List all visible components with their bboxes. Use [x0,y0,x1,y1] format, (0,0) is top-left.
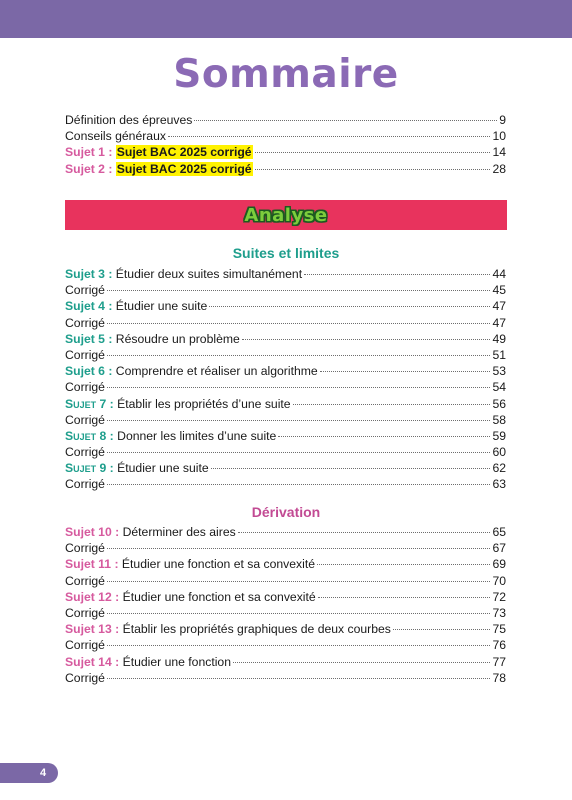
leader-dots [107,484,490,485]
toc-label: Étudier deux suites simultanément [115,267,303,281]
toc-label: Conseils généraux [65,129,166,144]
toc-page: 49 [492,331,506,346]
page-number-tab [0,763,58,783]
toc-row-corrige[interactable] [65,540,506,556]
leader-dots [107,355,490,356]
leader-dots [238,532,491,533]
toc-row-sujet-11[interactable] [65,556,506,572]
toc-label: Déterminer des aires [122,525,236,539]
leader-dots [168,136,490,137]
toc-label: Étudier une fonction et sa convexité [121,557,315,572]
toc-page: 56 [492,396,506,411]
top-color-band [0,0,572,38]
toc-label: Établir les propriétés graphiques de deux courbes [122,622,391,637]
toc-row-definition[interactable] [65,112,506,128]
toc-page: 70 [492,573,506,588]
toc-row-corrige[interactable] [65,379,506,395]
toc-page: 73 [492,605,506,620]
leader-dots [107,420,490,421]
toc-intro [65,112,506,177]
toc-label: Corrigé [65,477,105,492]
leader-dots [393,629,491,630]
toc-page: 44 [492,267,506,281]
toc-row-sujet-5[interactable] [65,331,506,347]
toc-label: Corrigé [65,445,105,460]
leader-dots [211,468,491,469]
toc-page: 77 [492,654,506,669]
toc-row-sujet-8[interactable] [65,428,506,444]
toc-label: Corrigé [65,412,105,427]
toc-label-highlighted: Sujet BAC 2025 corrigé [116,161,252,176]
toc-page: 67 [492,541,506,556]
toc-label: Corrigé [65,541,105,556]
leader-dots [107,452,490,453]
page-number: 4 [40,767,47,779]
leader-dots [233,662,490,663]
sujet-number: Sujet 3 : [65,267,116,281]
toc-row-corrige[interactable] [65,444,506,460]
leader-dots [255,169,491,170]
toc-label: Étudier une suite [117,461,209,476]
toc-page: 65 [492,525,506,539]
toc-label-highlighted: Sujet BAC 2025 corrigé [116,145,252,160]
sujet-number: Sujet 12 : [65,589,123,604]
toc-label: Corrigé [65,380,105,395]
toc-page: 28 [492,161,506,176]
leader-dots [318,597,491,598]
toc-row-corrige[interactable] [65,573,506,589]
sujet-number: Sujet 7 : [65,396,118,411]
toc-row-sujet-10[interactable] [65,524,506,540]
sujet-number: Sujet 6 : [65,364,116,379]
toc-row-corrige[interactable] [65,637,506,653]
toc-page: 53 [492,364,506,379]
toc-page: 62 [492,461,506,476]
toc-page: 9 [499,113,506,127]
toc-page: 58 [492,412,506,427]
leader-dots [107,290,490,291]
toc-row-corrige[interactable] [65,605,506,621]
toc-label: Corrigé [65,347,105,362]
toc-row-sujet-13[interactable] [65,621,506,637]
section-heading-suites: Suites et limites [232,245,340,261]
toc-page: 69 [492,557,506,572]
toc-page: 47 [492,315,506,330]
page-title: Sommaire [173,52,399,97]
leader-dots [107,645,490,646]
toc-page: 59 [492,428,506,443]
leader-dots [107,613,490,614]
leader-dots [107,387,490,388]
leader-dots [320,371,491,372]
sujet-number: Sujet 4 : [65,299,116,314]
section-banner [65,200,507,230]
toc-row-sujet-3[interactable] [65,266,506,282]
toc-label: Étudier une suite [115,299,208,314]
toc-label: Résoudre un problème [115,331,240,346]
sujet-number: Sujet 14 : [65,654,123,669]
toc-label: Corrigé [65,283,105,298]
toc-row-corrige[interactable] [65,282,506,298]
toc-page: 47 [492,299,506,314]
toc-label: Étudier une fonction [122,654,231,669]
section-heading-derivation: Dérivation [251,504,321,520]
toc-derivation [65,524,506,686]
toc-row-conseils[interactable] [65,128,506,144]
toc-page: 72 [492,589,506,604]
toc-page: 60 [492,445,506,460]
toc-label: Corrigé [65,573,105,588]
sujet-number: Sujet 5 : [65,331,116,346]
banner-title: Analyse [244,204,328,226]
toc-page: 14 [492,145,506,160]
leader-dots [255,152,491,153]
toc-row-sujet-12[interactable] [65,589,506,605]
leader-dots [242,339,491,340]
leader-dots [107,581,490,582]
toc-page: 75 [492,622,506,637]
toc-label: Corrigé [65,315,105,330]
toc-row-sujet-14[interactable] [65,654,506,670]
toc-row-corrige[interactable] [65,412,506,428]
toc-label: Corrigé [65,638,105,653]
toc-row-sujet-9[interactable] [65,460,506,476]
toc-label: Corrigé [65,670,105,685]
sujet-number: Sujet 2 : [65,161,116,176]
toc-page: 76 [492,638,506,653]
sujet-number: Sujet 8 : [65,428,118,443]
toc-page: 78 [492,670,506,685]
sujet-number: Sujet 11 : [65,557,122,572]
toc-label: Corrigé [65,605,105,620]
toc-row-sujet-6[interactable] [65,363,506,379]
toc-label: Définition des épreuves [65,113,193,127]
toc-row-corrige[interactable] [65,670,506,686]
leader-dots [107,323,490,324]
toc-row-sujet-2[interactable] [65,161,506,177]
leader-dots [304,274,490,275]
leader-dots [194,120,497,121]
sujet-number: Sujet 10 : [65,525,123,539]
toc-row-corrige[interactable] [65,347,506,363]
sujet-number: Sujet 9 : [65,461,118,476]
toc-page: 63 [492,477,506,492]
toc-row-sujet-1[interactable] [65,144,506,160]
toc-page: 51 [492,347,506,362]
leader-dots [107,548,490,549]
toc-page: 10 [492,129,506,144]
leader-dots [209,306,490,307]
toc-page: 54 [492,380,506,395]
toc-suites [65,266,506,493]
leader-dots [293,404,491,405]
toc-label: Étudier une fonction et sa convexité [122,589,316,604]
toc-row-corrige[interactable] [65,315,506,331]
sujet-number: Sujet 13 : [65,622,123,637]
toc-label: Donner les limites d’une suite [117,428,277,443]
toc-label: Comprendre et réaliser un algorithme [115,364,318,379]
toc-label: Établir les propriétés d’une suite [117,396,291,411]
leader-dots [317,564,490,565]
sujet-number: Sujet 1 : [65,145,116,160]
leader-dots [107,678,490,679]
leader-dots [278,436,490,437]
toc-row-corrige[interactable] [65,476,506,492]
toc-page: 45 [492,283,506,298]
toc-row-sujet-4[interactable] [65,298,506,314]
toc-row-sujet-7[interactable] [65,396,506,412]
